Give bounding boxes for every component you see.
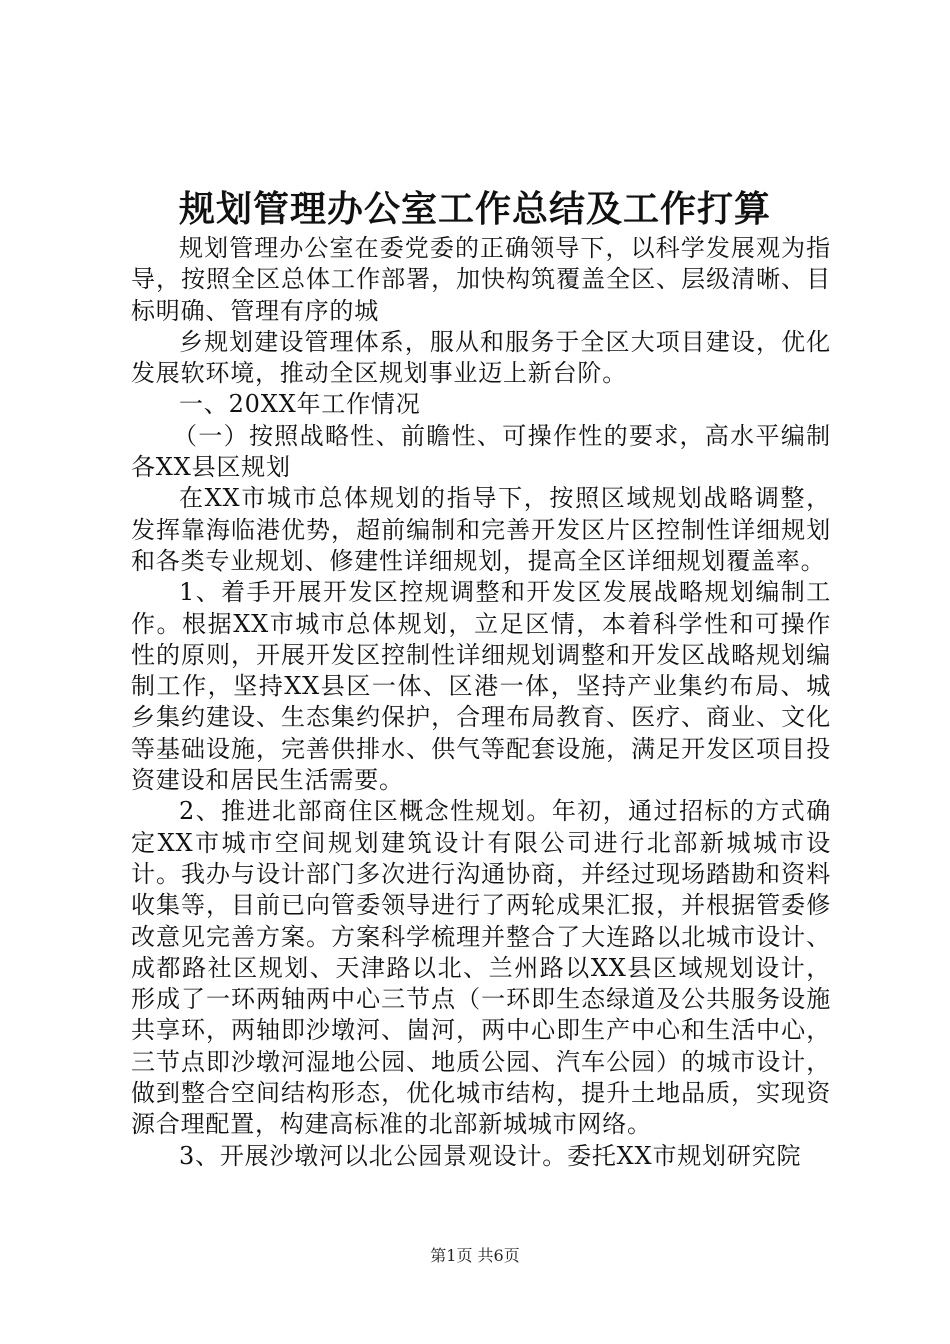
paragraph-item-1: 1、着手开展开发区控规调整和开发区发展战略规划编制工作。根据XX市城市总体规划，立足区情，本着科学性和可操作性的原则，开展开发区控制性详细规划调整和开发区战略规划编制工作，坚持XX县区一体、区港一体，坚持产业集约布局、城乡集约建设、生态集约保护，合理布局教育、医疗、商业、文化等基础设施，完善供排水、供气等配套设施，满足开发区项目投资建设和居民生活需要。 xyxy=(131,578,831,795)
document-body xyxy=(131,233,831,1172)
paragraph-intro: 规划管理办公室在委党委的正确领导下，以科学发展观为指导，按照全区总体工作部署，加快构筑覆盖全区、层级清晰、目标明确、管理有序的城 xyxy=(131,234,831,325)
paragraph-item-3: 3、开展沙墩河以北公园景观设计。委托XX市规划研究院 xyxy=(179,1141,802,1170)
paragraph-overview: 在XX市城市总体规划的指导下，按照区域规划战略调整，发挥靠海临港优势，超前编制和完善开发区片区控制性详细规划和各类专业规划、修建性详细规划，提高全区详细规划覆盖率。 xyxy=(131,484,831,575)
paragraph-intro-continued: 乡规划建设管理体系，服从和服务于全区大项目建设，优化发展软环境，推动全区规划事业迈上新台阶。 xyxy=(131,327,831,388)
subsection-heading: （一）按照战略性、前瞻性、可操作性的要求，高水平编制各XX县区规划 xyxy=(131,421,831,482)
document-title: 规划管理办公室工作总结及工作打算 xyxy=(178,188,771,230)
section-heading: 一、20XX年工作情况 xyxy=(179,390,421,419)
paragraph-item-2: 2、推进北部商住区概念性规划。年初，通过招标的方式确定XX市城市空间规划建筑设计有限公司进行北部新城城市设计。我办与设计部门多次进行沟通协商，并经过现场踏勘和资料收集等，目前已向管委领导进行了两轮成果汇报，并根据管委修改意见完善方案。方案科学梳理并整合了大连路以北城市设计、成都路社区规划、天津路以北、兰州路以XX县区域规划设计，形成了一环两轴两中心三节点（一环即生态绿道及公共服务设施共享环，两轴即沙墩河、崮河，两中心即生产中心和生活中心，三节点即沙墩河湿地公园、地质公园、汽车公园）的城市设计，做到整合空间结构形态，优化城市结构，提升土地品质，实现资源合理配置，构建高标准的北部新城城市网络。 xyxy=(131,797,831,1139)
page-number-footer: 第1页 共6页 xyxy=(430,1246,520,1265)
